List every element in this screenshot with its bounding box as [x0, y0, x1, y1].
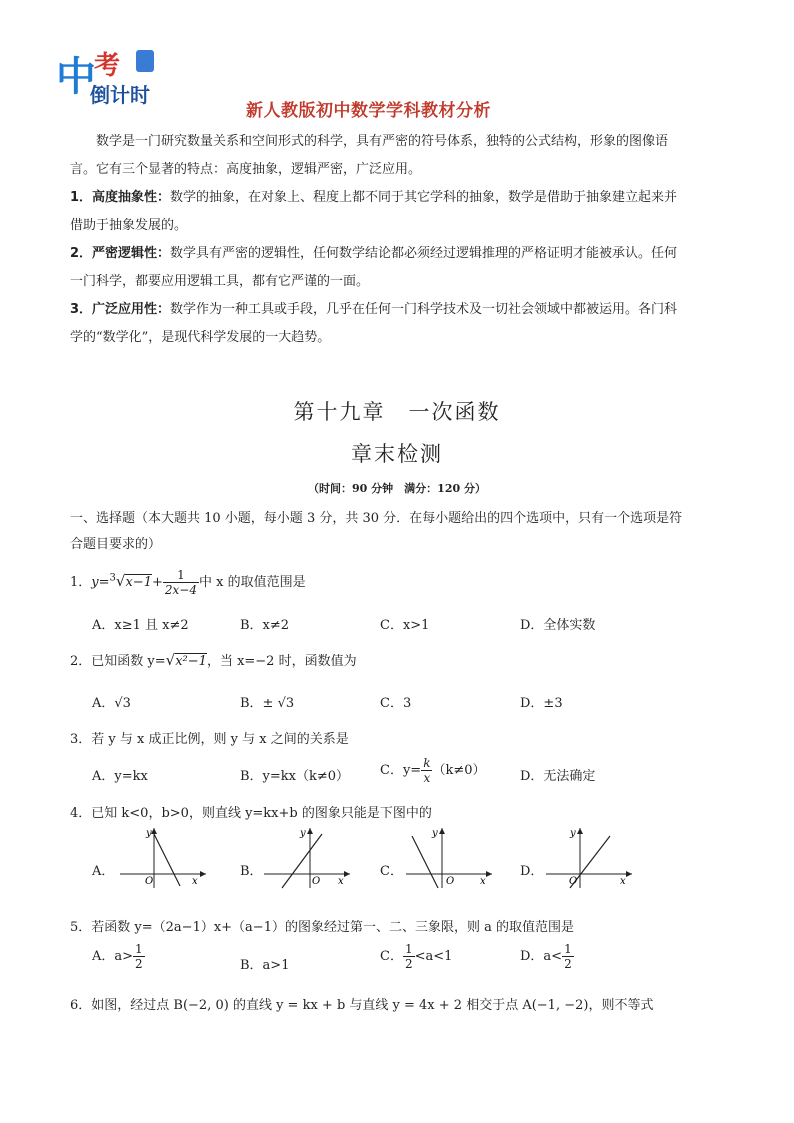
q4c-y-label: y	[432, 828, 438, 839]
q4-option-b[interactable]: B．	[240, 864, 263, 879]
q5-option-d-fraction	[562, 942, 574, 971]
feature-2	[70, 240, 730, 268]
q4b-origin-label: O	[312, 876, 321, 887]
q3-frac-num: k	[423, 756, 431, 770]
q1-root-index: 3	[109, 572, 116, 584]
q5a-frac-num: 1	[135, 942, 143, 956]
intro-line-1: 数学是一门研究数量关系和空间形式的科学，具有严密的符号体系，独特的公式结构，形象的图像语	[96, 134, 669, 149]
banner-title: 新人教版初中数学学科教材分析	[246, 101, 491, 121]
q2-text: ，当 x=−2 时，函数值为	[206, 654, 357, 669]
q2-option-d[interactable]: D．±3	[520, 696, 563, 711]
time-info: （时间：90 分钟 满分：120 分）	[308, 482, 486, 495]
q5-option-a[interactable]	[92, 942, 145, 971]
feature-2-text-2: 一门科学，都要应用逻辑工具，都有它严谨的一面。	[70, 274, 370, 289]
question-6	[70, 994, 653, 1013]
q6-text: 如图，经过点 B(−2, 0) 的直线 y = kx + b 与直线 y = 4x + 2 相交于点 A(−1, −2)，则不等式	[91, 998, 654, 1013]
q5-option-d[interactable]	[520, 942, 574, 971]
q2-pre: 已知函数 y=	[91, 654, 166, 669]
section-header	[70, 506, 730, 558]
q1-radicand: x−1	[125, 575, 152, 590]
q3-option-d[interactable]: D．无法确定	[520, 769, 596, 784]
question-3	[70, 728, 349, 747]
q4a-line	[154, 834, 180, 886]
q5c-frac-num: 1	[404, 942, 413, 956]
intro-paragraph	[70, 128, 730, 352]
q5-option-c-post: <a<1	[414, 949, 453, 964]
q4-graph-c[interactable]	[404, 826, 494, 890]
question-1	[70, 568, 306, 597]
q1-fraction	[163, 568, 199, 597]
feature-1-text: 数学的抽象，在对象上、程度上都不同于其它学科的抽象，数学是借助于抽象建立起来并	[170, 190, 678, 205]
question-4	[70, 802, 432, 821]
feature-3-text-2: 学的“数学化”，是现代科学发展的一大趋势。	[70, 330, 331, 345]
q4b-x-label: x	[338, 876, 344, 887]
logo-book-icon	[136, 50, 154, 72]
q4b-y-label: y	[300, 828, 306, 839]
section-header-line-1: 一、选择题（本大题共 10 小题，每小题 3 分，共 30 分．在每小题给出的四个选项中，只有一个选项是符	[70, 511, 683, 526]
q5-text: 若函数 y=（2a−1）x+（a−1）的图象经过第一、二、三象限，则 a 的取值范围是	[91, 920, 574, 935]
feature-3-label: 3．广泛应用性：	[70, 302, 171, 317]
q5d-frac-num: 1	[564, 942, 572, 956]
q5-option-c[interactable]	[380, 942, 452, 971]
q1-option-d[interactable]: D．全体实数	[520, 618, 596, 633]
q5c-frac-den: 2	[404, 957, 413, 971]
q4c-origin-label: O	[446, 876, 455, 887]
q1-frac-den: 2x−4	[164, 583, 197, 597]
logo	[54, 46, 174, 108]
q3-option-b[interactable]: B．y=kx（k≠0）	[240, 769, 350, 784]
logo-char-a: 中	[56, 54, 96, 100]
q4-option-a[interactable]: A．	[92, 864, 115, 879]
q1-plus: +	[151, 575, 163, 590]
feature-2-label: 2．严密逻辑性：	[70, 246, 171, 261]
q4a-x-label: x	[192, 876, 198, 887]
q5-number: 5．	[70, 920, 92, 935]
logo-char-c: 倒计时	[90, 83, 150, 107]
q4-option-d[interactable]: D．	[520, 864, 544, 879]
q1-radical-icon: √	[115, 572, 126, 590]
q4-text: 已知 k<0，b>0，则直线 y=kx+b 的图象只能是下图中的	[91, 806, 432, 821]
q2-option-b[interactable]: B．± √3	[240, 696, 295, 711]
logo-char-b: 考	[94, 51, 121, 81]
q2-radical-icon: √	[165, 651, 176, 669]
q4a-y-label: y	[146, 828, 152, 839]
q5-option-d-label: D．a<	[520, 949, 563, 964]
q6-number: 6．	[70, 998, 92, 1013]
q3-text: 若 y 与 x 成正比例，则 y 与 x 之间的关系是	[91, 732, 349, 747]
q1-option-b[interactable]: B．x≠2	[240, 618, 290, 633]
chapter-subtitle: 章末检测	[351, 442, 443, 466]
feature-1	[70, 184, 730, 212]
q4c-x-label: x	[480, 876, 486, 887]
q2-option-c[interactable]: C．3	[380, 696, 412, 711]
q4-graph-a[interactable]	[118, 826, 208, 890]
feature-1-label: 1．高度抽象性：	[70, 190, 171, 205]
q5d-frac-den: 2	[564, 957, 572, 971]
q2-number: 2．	[70, 654, 92, 669]
q4a-origin-label: O	[145, 876, 154, 887]
q2-option-a[interactable]: A．√3	[92, 696, 131, 711]
question-2	[70, 650, 357, 669]
q3-number: 3．	[70, 732, 92, 747]
q1-option-c[interactable]: C．x>1	[380, 618, 430, 633]
q5a-frac-den: 2	[135, 957, 143, 971]
feature-3	[70, 296, 730, 324]
q4c-line	[412, 836, 438, 888]
q5-option-a-label: A．a>	[92, 949, 134, 964]
q3-option-c-fraction	[421, 756, 432, 785]
q1-text: 中 x 的取值范围是	[198, 575, 306, 590]
q5-option-a-fraction	[133, 942, 145, 971]
feature-3-text: 数学作为一种工具或手段，几乎在任何一门科学技术及一切社会领域中都被运用。各门科	[170, 302, 678, 317]
q4-graph-b[interactable]	[262, 826, 352, 890]
q5-option-b[interactable]: B．a>1	[240, 958, 290, 973]
q3-option-c-post: （k≠0）	[432, 763, 486, 778]
q1-frac-num: 1	[163, 568, 199, 583]
intro-line-2: 言。它有三个显著的特点：高度抽象，逻辑严密，广泛应用。	[70, 162, 422, 177]
q4d-y-label: y	[570, 828, 576, 839]
q3-option-c-label: C．y=	[380, 763, 422, 778]
chapter-title: 第十九章 一次函数	[293, 400, 501, 424]
q3-option-c[interactable]	[380, 756, 486, 785]
q5-option-c-label: C．	[380, 949, 403, 964]
feature-1-text-2: 借助于抽象发展的。	[70, 218, 188, 233]
q3-option-a[interactable]: A．y=kx	[92, 769, 148, 784]
q5-option-c-fraction	[403, 942, 415, 971]
q4d-origin-label: O	[569, 876, 578, 887]
section-header-line-2: 合题目要求的）	[70, 537, 162, 552]
q1-number: 1．	[70, 575, 92, 590]
q4-graph-d[interactable]	[544, 826, 634, 890]
q3-frac-den: x	[423, 771, 431, 785]
q4d-x-label: x	[620, 876, 626, 887]
q4-number: 4．	[70, 806, 92, 821]
q1-pre: y=	[91, 575, 110, 590]
q2-radicand: x²−1	[175, 654, 207, 669]
question-5	[70, 916, 574, 935]
q4-option-c[interactable]: C．	[380, 864, 403, 879]
feature-2-text: 数学具有严密的逻辑性，任何数学结论都必须经过逻辑推理的严格证明才能被承认。任何	[170, 246, 678, 261]
q1-option-a[interactable]: A．x≥1 且 x≠2	[92, 618, 189, 633]
